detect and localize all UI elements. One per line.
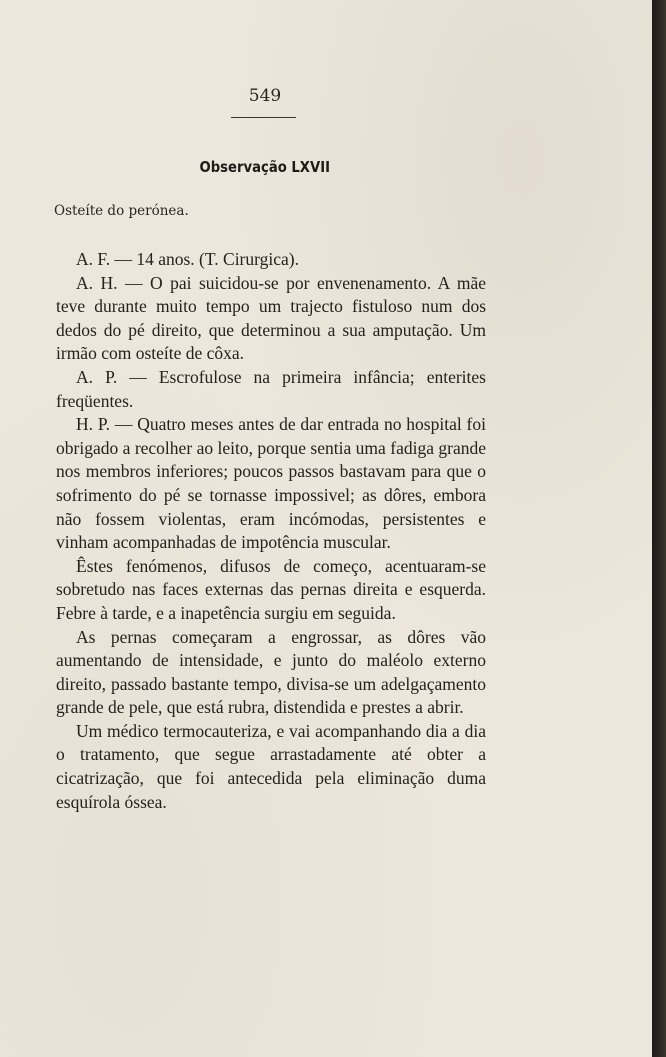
observation-body — [56, 248, 486, 814]
page-number-rule — [231, 117, 296, 118]
paragraph-treatment: Um médico termocauteriza, e vai acompanhando dia a dia o tratamento, que segue arrastadamente até obter a cicatrização, que foi antecedida pela eliminação duma esquírola óssea. — [56, 720, 486, 812]
paragraph-progression: As pernas começaram a engrossar, as dôres vão aumentando de intensidade, e junto do maléolo externo direito, passado bastante tempo, divisa-se um adelgaçamento grande de pele, que está rubra, distendida e prestes a abrir. — [56, 626, 486, 718]
paragraph-symptoms: Êstes fenómenos, difusos de começo, acentuaram-se sobretudo nas faces externas das pernas direita e esquerda. Febre à tarde, e a inapetência surgiu em seguida. — [56, 555, 486, 623]
observation-title: Observação LXVII — [199, 158, 331, 176]
page-edge-shadow — [652, 0, 666, 1057]
paragraph-family-history: A. H. — O pai suicidou-se por envenenamento. A mãe teve durante muito tempo um trajecto fistuloso num dos dedos do pé direito, que determinou a sua amputação. Um irmão com osteíte de côxa. — [56, 272, 486, 364]
paragraph-personal-history: A. P. — Escrofulose na primeira infância; enterites freqüentes. — [56, 366, 486, 411]
observation-subtitle: Osteíte do perónea. — [54, 203, 189, 219]
paragraph-present-history: H. P. — Quatro meses antes de dar entrada no hospital foi obrigado a recolher ao leito, porque sentia uma fadiga grande nos membros inferiores; poucos passos bastavam para que o sofrimento do pé se tornasse impossivel; as dôres, embora não fossem violentas, eram incómodas, persistentes e vinham acompanhadas de impotência muscular. — [56, 414, 486, 553]
page-number: 549 — [248, 86, 282, 106]
paragraph-age: A. F. — 14 anos. (T. Cirurgica). — [76, 249, 299, 269]
